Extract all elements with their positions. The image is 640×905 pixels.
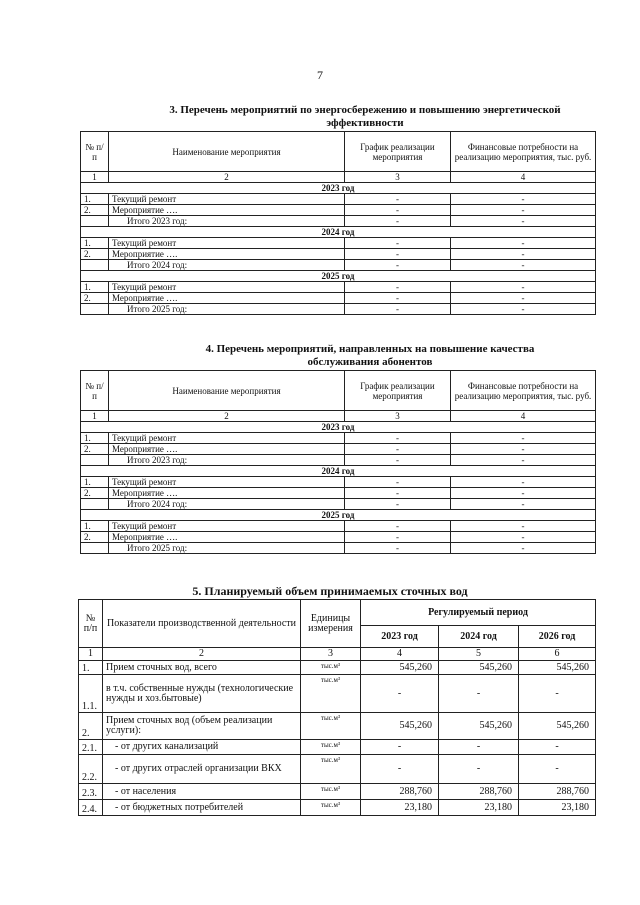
indicator-name: Прием сточных вод, всего: [103, 661, 301, 675]
row-number: 1.: [81, 477, 109, 488]
indicator-name: в т.ч. собственные нужды (технологические нужды и хоз.бытовые): [103, 675, 301, 713]
table-row: [81, 488, 596, 499]
column-number-cell: 2: [103, 648, 301, 661]
column-number-cell: 1: [81, 411, 109, 422]
section3-title-line1: 3. Перечень мероприятий по энергосбережению и повышению энергетической: [169, 104, 561, 116]
year-label: 2024 год: [81, 227, 596, 238]
unit-cell: тыс.м³: [301, 784, 361, 800]
funding-cell: -: [451, 433, 596, 444]
value-cell: 288,760: [519, 784, 596, 800]
value-cell: -: [439, 755, 519, 784]
column-number-cell: 6: [519, 648, 596, 661]
section5-table: [78, 599, 596, 816]
unit-cell: тыс.м³: [301, 740, 361, 755]
column-number-cell: 3: [345, 172, 451, 183]
header-year: 2023 год: [361, 626, 439, 648]
schedule-cell: -: [345, 488, 451, 499]
schedule-cell: -: [345, 238, 451, 249]
funding-cell: -: [451, 444, 596, 455]
activity-name: Итого 2023 год:: [109, 455, 345, 466]
funding-cell: -: [451, 499, 596, 510]
indicator-name: Прием сточных вод (объем реализации услуги):: [103, 713, 301, 740]
header-cell: Наименование мероприятия: [109, 132, 345, 172]
table-row: [79, 740, 596, 755]
row-number: 2.: [81, 488, 109, 499]
table-row: [79, 713, 596, 740]
row-number: [81, 304, 109, 315]
section4-title-line1: 4. Перечень мероприятий, направленных на повышение качества: [205, 343, 535, 355]
schedule-cell: -: [345, 216, 451, 227]
table-row: [81, 455, 596, 466]
funding-cell: -: [451, 282, 596, 293]
header-year: 2026 год: [519, 626, 596, 648]
table-row: [81, 194, 596, 205]
row-number: 1.: [81, 521, 109, 532]
header-unit: Единицы измерения: [301, 600, 361, 648]
schedule-cell: -: [345, 260, 451, 271]
section3-title-line2: эффективности: [326, 117, 404, 129]
row-number: 2.1.: [79, 740, 103, 755]
activity-name: Итого 2025 год:: [109, 543, 345, 554]
value-cell: -: [519, 675, 596, 713]
value-cell: -: [361, 740, 439, 755]
funding-cell: -: [451, 249, 596, 260]
table-row: [79, 675, 596, 713]
activity-name: Текущий ремонт: [109, 282, 345, 293]
schedule-cell: -: [345, 499, 451, 510]
activity-name: Мероприятие ….: [109, 249, 345, 260]
column-number-cell: 2: [109, 172, 345, 183]
header-row: [81, 132, 596, 172]
indicator-name: - от бюджетных потребителей: [103, 800, 301, 816]
value-cell: 23,180: [439, 800, 519, 816]
value-cell: 23,180: [519, 800, 596, 816]
table-row: [81, 499, 596, 510]
year-row: [81, 271, 596, 282]
year-row: [81, 510, 596, 521]
header-cell: Финансовые потребности на реализацию мероприятия, тыс. руб.: [451, 371, 596, 411]
schedule-cell: -: [345, 532, 451, 543]
section4-title: [150, 343, 590, 369]
page-number: 7: [317, 68, 323, 82]
funding-cell: -: [451, 543, 596, 554]
header-year: 2024 год: [439, 626, 519, 648]
row-number: [81, 499, 109, 510]
row-number: 2.3.: [79, 784, 103, 800]
header-num: № п/п: [79, 600, 103, 648]
table-row: [81, 205, 596, 216]
table-row: [81, 532, 596, 543]
funding-cell: -: [451, 238, 596, 249]
header-cell: График реализации мероприятия: [345, 132, 451, 172]
schedule-cell: -: [345, 282, 451, 293]
value-cell: 23,180: [361, 800, 439, 816]
activity-name: Итого 2023 год:: [109, 216, 345, 227]
schedule-cell: -: [345, 433, 451, 444]
year-row: [81, 422, 596, 433]
funding-cell: -: [451, 205, 596, 216]
section4-title-line2: обслуживания абонентов: [307, 356, 433, 368]
schedule-cell: -: [345, 477, 451, 488]
column-number-row: [81, 411, 596, 422]
row-number: 2.: [81, 444, 109, 455]
year-row: [81, 183, 596, 194]
table-row: [81, 543, 596, 554]
activity-name: Итого 2025 год:: [109, 304, 345, 315]
year-row: [81, 227, 596, 238]
table-row: [81, 238, 596, 249]
column-number-cell: 1: [81, 172, 109, 183]
funding-cell: -: [451, 521, 596, 532]
value-cell: -: [439, 675, 519, 713]
unit-cell: тыс.м³: [301, 755, 361, 784]
table-row: [81, 260, 596, 271]
row-number: 1.: [81, 238, 109, 249]
year-row: [81, 466, 596, 477]
header-cell: Наименование мероприятия: [109, 371, 345, 411]
row-number: 1.: [81, 282, 109, 293]
column-number-cell: 4: [451, 172, 596, 183]
column-number-cell: 1: [79, 648, 103, 661]
value-cell: 545,260: [439, 661, 519, 675]
column-number-cell: 5: [439, 648, 519, 661]
activity-name: Мероприятие ….: [109, 532, 345, 543]
value-cell: 545,260: [439, 713, 519, 740]
column-number-row: [79, 648, 596, 661]
funding-cell: -: [451, 194, 596, 205]
schedule-cell: -: [345, 205, 451, 216]
table-row: [81, 293, 596, 304]
funding-cell: -: [451, 260, 596, 271]
value-cell: 545,260: [519, 713, 596, 740]
row-number: 1.: [79, 661, 103, 675]
row-number: 2.: [81, 249, 109, 260]
section3-title: [110, 104, 620, 130]
row-number: [81, 455, 109, 466]
header-cell: № п/п: [81, 371, 109, 411]
indicator-name: - от других канализаций: [103, 740, 301, 755]
schedule-cell: -: [345, 194, 451, 205]
year-label: 2023 год: [81, 422, 596, 433]
schedule-cell: -: [345, 249, 451, 260]
section4-table: [80, 370, 596, 554]
column-number-cell: 3: [345, 411, 451, 422]
column-number-cell: 4: [361, 648, 439, 661]
header-cell: Финансовые потребности на реализацию мероприятия, тыс. руб.: [451, 132, 596, 172]
funding-cell: -: [451, 477, 596, 488]
table-row: [81, 433, 596, 444]
row-number: 2.: [81, 293, 109, 304]
activity-name: Мероприятие ….: [109, 444, 345, 455]
activity-name: Текущий ремонт: [109, 194, 345, 205]
row-number: [81, 216, 109, 227]
unit-cell: тыс.м³: [301, 800, 361, 816]
activity-name: Текущий ремонт: [109, 521, 345, 532]
table-row: [81, 477, 596, 488]
header-row: [81, 371, 596, 411]
activity-name: Мероприятие ….: [109, 488, 345, 499]
column-number-cell: 3: [301, 648, 361, 661]
funding-cell: -: [451, 293, 596, 304]
header-cell: № п/п: [81, 132, 109, 172]
schedule-cell: -: [345, 444, 451, 455]
schedule-cell: -: [345, 543, 451, 554]
column-number-cell: 4: [451, 411, 596, 422]
table-row: [81, 216, 596, 227]
table-row: [81, 444, 596, 455]
value-cell: 545,260: [361, 661, 439, 675]
activity-name: Текущий ремонт: [109, 433, 345, 444]
header-indicator: Показатели производственной деятельности: [103, 600, 301, 648]
value-cell: -: [439, 740, 519, 755]
activity-name: Мероприятие ….: [109, 205, 345, 216]
funding-cell: -: [451, 455, 596, 466]
header-row: [79, 600, 596, 626]
value-cell: 288,760: [439, 784, 519, 800]
schedule-cell: -: [345, 304, 451, 315]
header-period: Регулируемый период: [361, 600, 596, 626]
table-row: [81, 304, 596, 315]
value-cell: -: [519, 740, 596, 755]
year-label: 2023 год: [81, 183, 596, 194]
funding-cell: -: [451, 532, 596, 543]
row-number: 2.: [81, 205, 109, 216]
column-number-cell: 2: [109, 411, 345, 422]
row-number: 1.: [81, 194, 109, 205]
table-row: [79, 784, 596, 800]
value-cell: -: [519, 755, 596, 784]
row-number: 1.1.: [79, 675, 103, 713]
indicator-name: - от населения: [103, 784, 301, 800]
row-number: 1.: [81, 433, 109, 444]
schedule-cell: -: [345, 293, 451, 304]
value-cell: 288,760: [361, 784, 439, 800]
unit-cell: тыс.м³: [301, 675, 361, 713]
row-number: 2.: [79, 713, 103, 740]
year-label: 2025 год: [81, 271, 596, 282]
table-row: [81, 521, 596, 532]
indicator-name: - от других отраслей организации ВКХ: [103, 755, 301, 784]
schedule-cell: -: [345, 455, 451, 466]
year-label: 2024 год: [81, 466, 596, 477]
row-number: [81, 260, 109, 271]
activity-name: Текущий ремонт: [109, 477, 345, 488]
table-row: [79, 661, 596, 675]
table-row: [81, 282, 596, 293]
funding-cell: -: [451, 216, 596, 227]
schedule-cell: -: [345, 521, 451, 532]
table-row: [81, 249, 596, 260]
value-cell: 545,260: [519, 661, 596, 675]
value-cell: -: [361, 675, 439, 713]
row-number: 2.2.: [79, 755, 103, 784]
table-row: [79, 755, 596, 784]
unit-cell: тыс.м³: [301, 661, 361, 675]
header-cell: График реализации мероприятия: [345, 371, 451, 411]
activity-name: Итого 2024 год:: [109, 260, 345, 271]
activity-name: Мероприятие ….: [109, 293, 345, 304]
value-cell: 545,260: [361, 713, 439, 740]
activity-name: Текущий ремонт: [109, 238, 345, 249]
year-label: 2025 год: [81, 510, 596, 521]
unit-cell: тыс.м³: [301, 713, 361, 740]
value-cell: -: [361, 755, 439, 784]
funding-cell: -: [451, 488, 596, 499]
row-number: 2.: [81, 532, 109, 543]
section3-table: [80, 131, 596, 315]
section5-title: 5. Планируемый объем принимаемых сточных вод: [192, 584, 468, 598]
row-number: 2.4.: [79, 800, 103, 816]
row-number: [81, 543, 109, 554]
column-number-row: [81, 172, 596, 183]
funding-cell: -: [451, 304, 596, 315]
table-row: [79, 800, 596, 816]
activity-name: Итого 2024 год:: [109, 499, 345, 510]
